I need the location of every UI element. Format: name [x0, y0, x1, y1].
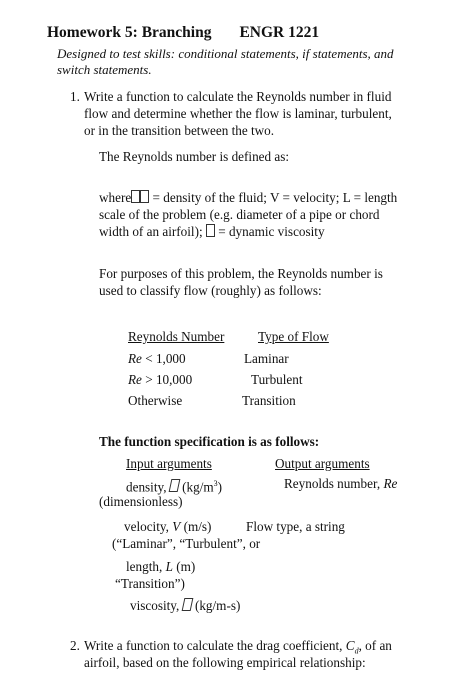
- course-code: ENGR 1221: [239, 24, 320, 41]
- table-row-transition-type: Transition: [242, 393, 296, 408]
- table-row-turbulent-type: Turbulent: [251, 372, 303, 387]
- purpose-line-1: For purposes of this problem, the Reynolds number is: [99, 266, 383, 281]
- input-length: length, L (m): [126, 559, 196, 574]
- input-arguments-header: Input arguments: [126, 456, 212, 471]
- where-line-1: where = density of the fluid; V = velocity; L = length: [99, 190, 398, 205]
- table-header-flow-type: Type of Flow: [258, 329, 329, 344]
- missing-glyph-icon: [206, 224, 215, 237]
- table-row-laminar-type: Laminar: [244, 351, 289, 366]
- where-line-2: scale of the problem (e.g. diameter of a pipe or chord: [99, 207, 380, 222]
- table-row-otherwise-condition: Otherwise: [128, 393, 183, 408]
- q2-line-2: airfoil, based on the following empirical relationship:: [84, 655, 366, 670]
- homework-title: Homework 5: Branching ENGR 1221: [47, 24, 320, 41]
- purpose-line-2: used to classify flow (roughly) as follows:: [99, 283, 322, 298]
- q2-number: 2.: [70, 638, 80, 653]
- missing-glyph-icon: [131, 190, 140, 203]
- output-reynolds-number: Reynolds number, Re: [284, 476, 398, 491]
- q1-line-1: Write a function to calculate the Reynolds number in fluid: [84, 89, 392, 104]
- output-arguments-header: Output arguments: [275, 456, 370, 471]
- reynolds-defined-text: The Reynolds number is defined as:: [99, 149, 290, 164]
- spec-heading: The function specification is as follows:: [99, 434, 320, 449]
- q2-line-1: Write a function to calculate the drag coefficient, $C_d$, of an: [84, 638, 392, 656]
- input-velocity: velocity, V (m/s): [124, 519, 212, 534]
- output-flow-type: Flow type, a string: [246, 519, 345, 534]
- table-row-laminar-condition: Re < 1,000: [128, 351, 186, 366]
- missing-glyph-icon: [140, 190, 149, 203]
- flow-type-options: (“Laminar”, “Turbulent”, or: [112, 536, 261, 551]
- q1-number: 1.: [70, 89, 80, 104]
- subtitle-line-1: Designed to test skills: conditional statements, if statements, and: [57, 46, 394, 61]
- table-row-turbulent-condition: Re > 10,000: [128, 372, 193, 387]
- input-density: density, $(kg/m^3)$: [126, 479, 223, 495]
- input-viscosity: viscosity, (kg/m-s): [130, 598, 241, 613]
- q1-line-3: or in the transition between the two.: [84, 123, 275, 138]
- transition-option: “Transition”): [115, 576, 185, 591]
- where-line-3: width of an airfoil); = dynamic viscosity: [99, 224, 325, 239]
- table-header-reynolds: Reynolds Number: [128, 329, 225, 344]
- dimensionless-note: (dimensionless): [99, 494, 183, 509]
- q1-line-2: flow and determine whether the flow is laminar, turbulent,: [84, 106, 392, 121]
- subtitle-line-2: switch statements.: [57, 62, 152, 77]
